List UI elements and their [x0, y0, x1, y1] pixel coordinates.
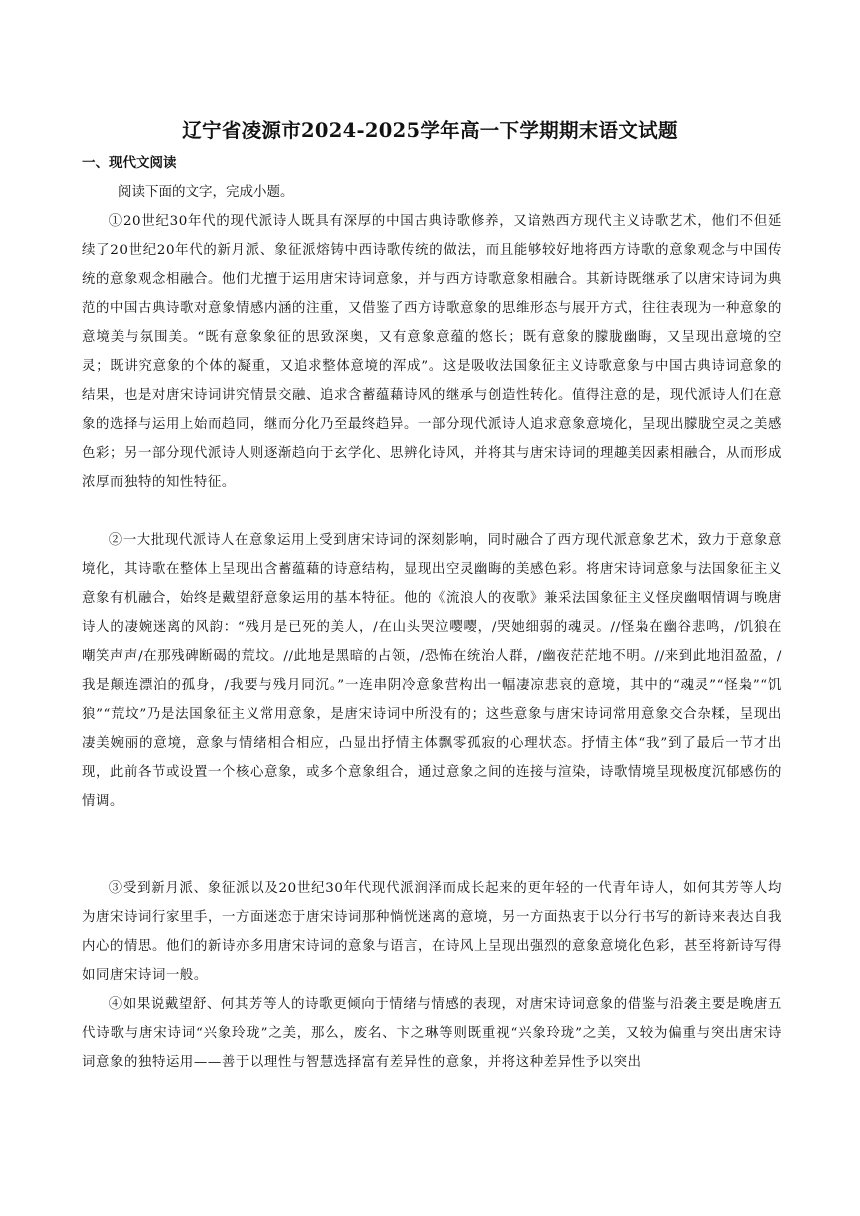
section-heading: 一、现代文阅读: [82, 155, 177, 171]
paragraph-2: ②一大批现代派诗人在意象运用上受到唐宋诗词的深刻影响，同时融合了西方现代派意象艺术，致力于意象意境化，其诗歌在整体上呈现出含蓄蕴藉的诗意结构，显现出空灵幽晦的美感色彩。将唐宋诗词意象与法国象征主义意象有机融合，始终是戴望舒意象运用的基本特征。他的《流浪人的夜歌》兼采法国象征主义怪戾幽咽情调与晚唐诗人的凄婉迷离的风韵：“残月是已死的美人，/在山头哭泣嘤嘤，/哭她细弱的魂灵。//怪枭在幽谷悲鸣，/饥狼在嘲笑声声/在那残碑断碣的荒坟。//此地是黑暗的占领，/恐怖在统治人群，/幽夜茫茫地不明。//来到此地泪盈盈，/我是颠连漂泊的孤身，/我要与残月同沉。”一连串阴冷意象营构出一幅凄凉悲哀的意境，其中的“魂灵”“怪枭”“饥狼”“荒坟”乃是法国象征主义常用意象，是唐宋诗词中所没有的；这些意象与唐宋诗词常用意象交合杂糅，呈现出凄美婉丽的意境，意象与情绪相合相应，凸显出抒情主体飘零孤寂的心理状态。抒情主体“我”到了最后一节才出现，此前各节或设置一个核心意象，或多个意象组合，通过意象之间的连接与渲染，诗歌情境呈现极度沉郁感伤的情调。: [82, 533, 782, 809]
paragraph-4: ④如果说戴望舒、何其芳等人的诗歌更倾向于情绪与情感的表现，对唐宋诗词意象的借鉴与沿袭主要是晚唐五代诗歌与唐宋诗词“兴象玲珑”之美，那么，废名、卞之琳等则既重视“兴象玲珑”之美，又较为偏重与突出唐宋诗词意象的独特运用——善于以理性与智慧选择富有差异性的意象，并将这种差异性予以突出: [82, 997, 782, 1070]
paragraph-1: ①20世纪30年代的现代派诗人既具有深厚的中国古典诗歌修养，又谙熟西方现代主义诗歌艺术，他们不但延续了20世纪20年代的新月派、象征派熔铸中西诗歌传统的做法，而且能够较好地将西方诗歌的意象观念与中国传统的意象观念相融合。他们尤擅于运用唐宋诗词意象，并与西方诗歌意象相融合。其新诗既继承了以唐宋诗词为典范的中国古典诗歌对意象情感内涵的注重，又借鉴了西方诗歌意象的思维形态与展开方式，往往表现为一种意象的意境美与氛围美。“既有意象象征的思致深奥，又有意象意蕴的悠长；既有意象的朦胧幽晦，又呈现出意境的空灵；既讲究意象的个体的凝重，又追求整体意境的浑成”。这是吸收法国象征主义诗歌意象与中国古典诗词意象的结果，也是对唐宋诗词讲究情景交融、追求含蓄蕴藉诗风的继承与创造性转化。值得注意的是，现代派诗人们在意象的选择与运用上始而趋同，继而分化乃至最终趋异。一部分现代派诗人追求意象意境化，呈现出朦胧空灵之美感色彩；另一部分现代派诗人则逐渐趋向于玄学化、思辨化诗风，并将其与唐宋诗词的理趣美因素相融合，从而形成浓厚而独特的知性特征。: [82, 214, 782, 490]
paragraph-3: ③受到新月派、象征派以及20世纪30年代现代派润泽而成长起来的更年轻的一代青年诗人，如何其芳等人均为唐宋诗词行家里手，一方面迷恋于唐宋诗词那种惝恍迷离的意境，另一方面热衷于以分行书写的新诗来表达自我内心的情思。他们的新诗亦多用唐宋诗词的意象与语言，在诗风上呈现出强烈的意象意境化色彩，甚至将新诗写得如同唐宋诗词一般。: [82, 881, 782, 983]
passage: [82, 207, 782, 1077]
document-title: 辽宁省凌源市2024-2025学年高一下学期期末语文试题: [182, 119, 678, 142]
reading-instruction: 阅读下面的文字，完成小题。: [118, 184, 294, 200]
